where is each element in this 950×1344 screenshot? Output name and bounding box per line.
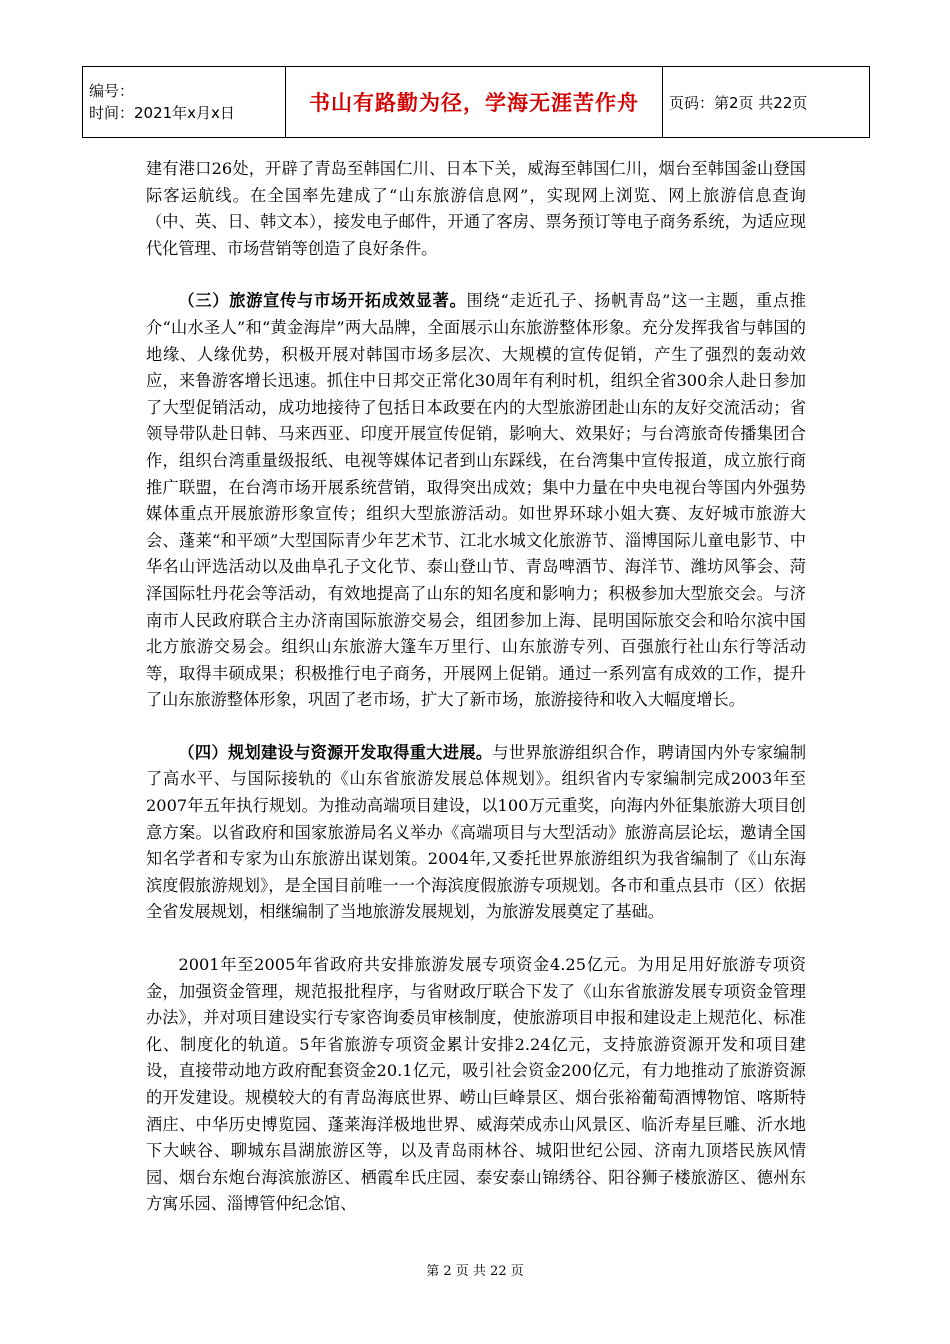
page-footer: 第 2 页 共 22 页 (426, 1264, 524, 1279)
paragraph-2-text: 围绕“走近孔子、扬帆青岛”这一主题，重点推介“山水圣人”和“黄金海岸”两大品牌，全面展示山东旅游整体形象。充分发挥我省与韩国的地缘、人缘优势，积极开展对韩国市场多层次、大规模的宣传促销，产生了强烈的轰动效应，来鲁游客增长迅速。抓住中日邦交正常化30周年有利时机，组织全省300余人赴日参加了大型促销活动，成功地接待了包括日本政要在内的大型旅游团赴山东的友好交流活动；省领导带队赴日韩、马来西亚、印度开展宣传促销，影响大、效果好；与台湾旅奇传播集团合作，组织台湾重量级报纸、电视等媒体记者到山东踩线，在台湾集中宣传报道，成立旅行商推广联盟，在台湾市场开展系统营销，取得突出成效；集中力量在中央电视台等国内外强势媒体重点开展旅游形象宣传；组织大型旅游活动。如世界环球小姐大赛、友好城市旅游大会、蓬莱“和平颂”大型国际青少年艺术节、江北水城文化旅游节、淄博国际儿童电影节、中华名山评选活动以及曲阜孔子文化节、泰山登山节、青岛啤酒节、海洋节、潍坊风筝会、菏泽国际牡丹花会等活动，有效地提高了山东的知名度和影响力；积极参加大型旅交会。与济南市人民政府联合主办济南国际旅游交易会，组团参加上海、昆明国际旅交会和哈尔滨中国北方旅游交易会。组织山东旅游大篷车万里行、山东旅游专列、百强旅行社山东行等活动等，取得丰硕成果；积极推行电子商务，开展网上促销。通过一系列富有成效的工作，提升了山东旅游整体形象，巩固了老市场，扩大了新市场，旅游接待和收入大幅度增长。 (146, 291, 806, 710)
section-heading-3: （三）旅游宣传与市场开拓成效显著。 (178, 291, 467, 311)
paragraph-4-text: 2001年至2005年省政府共安排旅游发展专项资金4.25亿元。为用足用好旅游专项资金，加强资金管理，规范报批程序，与省财政厅联合下发了《山东省旅游发展专项资金管理办法》，并对项目建设实行专家咨询委员审核制度，使旅游项目申报和建设走上规范化、标准化、制度化的轨道。5年省旅游专项资金累计安排2.24亿元，支持旅游资源开发和项目建设，直接带动地方政府配套资金20.1亿元，吸引社会资金200亿元，有力地推动了旅游资源的开发建设。规模较大的有青岛海底世界、崂山巨峰景区、烟台张裕葡萄酒博物馆、喀斯特酒庄、中华历史博览园、蓬莱海洋极地世界、威海荣成赤山风景区、临沂寿星巨雕、沂水地下大峡谷、聊城东昌湖旅游区等，以及青岛雨林谷、城阳世纪公园、济南九顶塔民族风情园、烟台东炮台海滨旅游区、栖霞牟氏庄园、泰安泰山锦绣谷、阳谷狮子楼旅游区、德州东方寓乐园、淄博管仲纪念馆、 (146, 955, 806, 1214)
paragraph-1-text: 建有港口26处，开辟了青岛至韩国仁川、日本下关，威海至韩国仁川，烟台至韩国釜山登国际客运航线。在全国率先建成了“山东旅游信息网”，实现网上浏览、网上旅游信息查询（中、英、日、韩文本），接发电子邮件，开通了客房、票务预订等电子商务系统，为适应现代化管理、市场营销等创造了良好条件。 (146, 159, 806, 258)
document-number-label: 编号： (89, 82, 135, 100)
paragraph-3 (146, 740, 806, 926)
document-date-label: 时间：2021年x月x日 (89, 104, 235, 122)
paragraph-4 (146, 952, 806, 1218)
section-heading-4: （四）规划建设与资源开发取得重大进展。 (178, 742, 493, 762)
paragraph-1 (146, 156, 806, 262)
paragraph-2 (146, 288, 806, 714)
document-body (146, 156, 806, 1218)
paragraph-3-text: 与世界旅游组织合作，聘请国内外专家编制了高水平、与国际接轨的《山东省旅游发展总体规划》。组织省内专家编制完成2003年至2007年五年执行规划。为推动高端项目建设，以100万元重奖，向海内外征集旅游大项目创意方案。以省政府和国家旅游局名义举办《高端项目与大型活动》旅游高层论坛，邀请全国知名学者和专家为山东旅游出谋划策。2004年,又委托世界旅游组织为我省编制了《山东海滨度假旅游规划》，是全国目前唯一一个海滨度假旅游专项规划。各市和重点县市（区）依据全省发展规划，相继编制了当地旅游发展规划，为旅游发展奠定了基础。 (146, 742, 807, 922)
header-meta (83, 67, 286, 138)
header-page-info: 页码：第2页 共22页 (663, 67, 870, 138)
header-motto: 书山有路勤为径，学海无涯苦作舟 (286, 67, 663, 138)
document-header (82, 66, 870, 138)
